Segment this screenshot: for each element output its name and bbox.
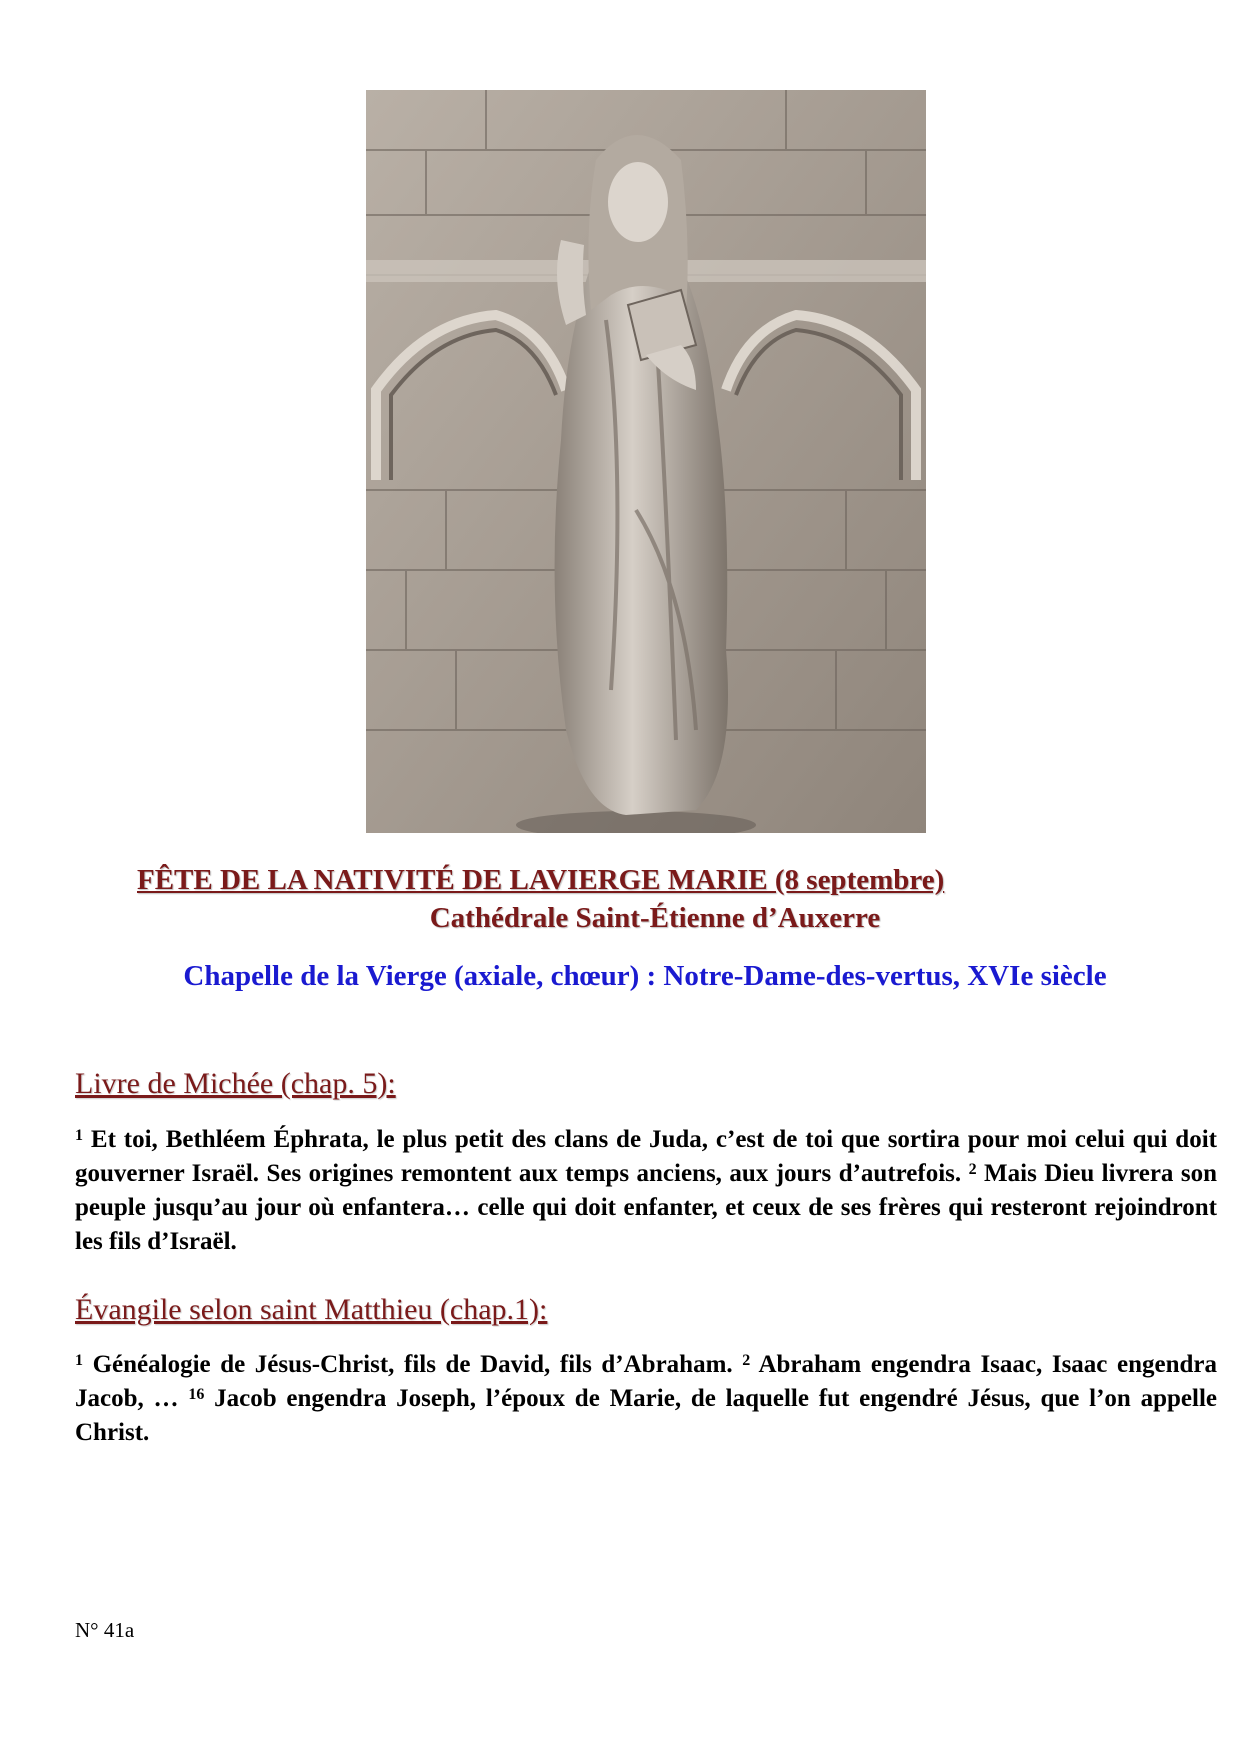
verse-number: 1 xyxy=(75,1352,83,1369)
verse-text: Abraham engendra Isaac, Isaac engendra Jacob, … xyxy=(75,1351,1217,1412)
verse-number: 16 xyxy=(188,1386,205,1403)
feast-title-text: FÊTE DE LA NATIVITÉ DE LAVIERGE MARIE (8 septembre) xyxy=(137,864,945,896)
statue-virgin-icon xyxy=(366,90,926,833)
verse-text: Et toi, Bethléem Éphrata, le plus petit des clans de Juda, c’est de toi que sortira pour moi celui qui doit gouverner Israël. Ses origines remontent aux temps anciens, aux jours d’autrefois. xyxy=(75,1126,1217,1187)
verse-text: Mais Dieu livrera son peuple jusqu’au jour où enfantera… celle qui doit enfanter, et ceux de ses frères qui resteront rejoindront les fils d’Israël. xyxy=(75,1160,1217,1255)
verse-number: 2 xyxy=(968,1161,977,1178)
michee-heading: Livre de Michée (chap. 5): xyxy=(75,1067,396,1100)
cathedral-title: Cathédrale Saint-Étienne d’Auxerre xyxy=(429,902,881,934)
matthieu-passage xyxy=(75,1348,1217,1450)
verse-text: Généalogie de Jésus-Christ, fils de David, fils d’Abraham. xyxy=(83,1351,743,1378)
feast-title xyxy=(0,864,1240,897)
michee-passage xyxy=(75,1123,1217,1259)
verse-text: Jacob engendra Joseph, l’époux de Marie, de laquelle fut engendré Jésus, que l’on appelle Christ. xyxy=(75,1385,1218,1446)
matthieu-heading: Évangile selon saint Matthieu (chap.1): xyxy=(75,1293,548,1326)
verse-number: 2 xyxy=(742,1352,751,1369)
statue-photo xyxy=(366,90,926,833)
verse-number: 1 xyxy=(75,1127,83,1144)
page-number: N° 41a xyxy=(75,1618,135,1642)
chapel-caption: Chapelle de la Vierge (axiale, chœur) : Notre-Dame-des-vertus, XVIe siècle xyxy=(183,960,1107,992)
